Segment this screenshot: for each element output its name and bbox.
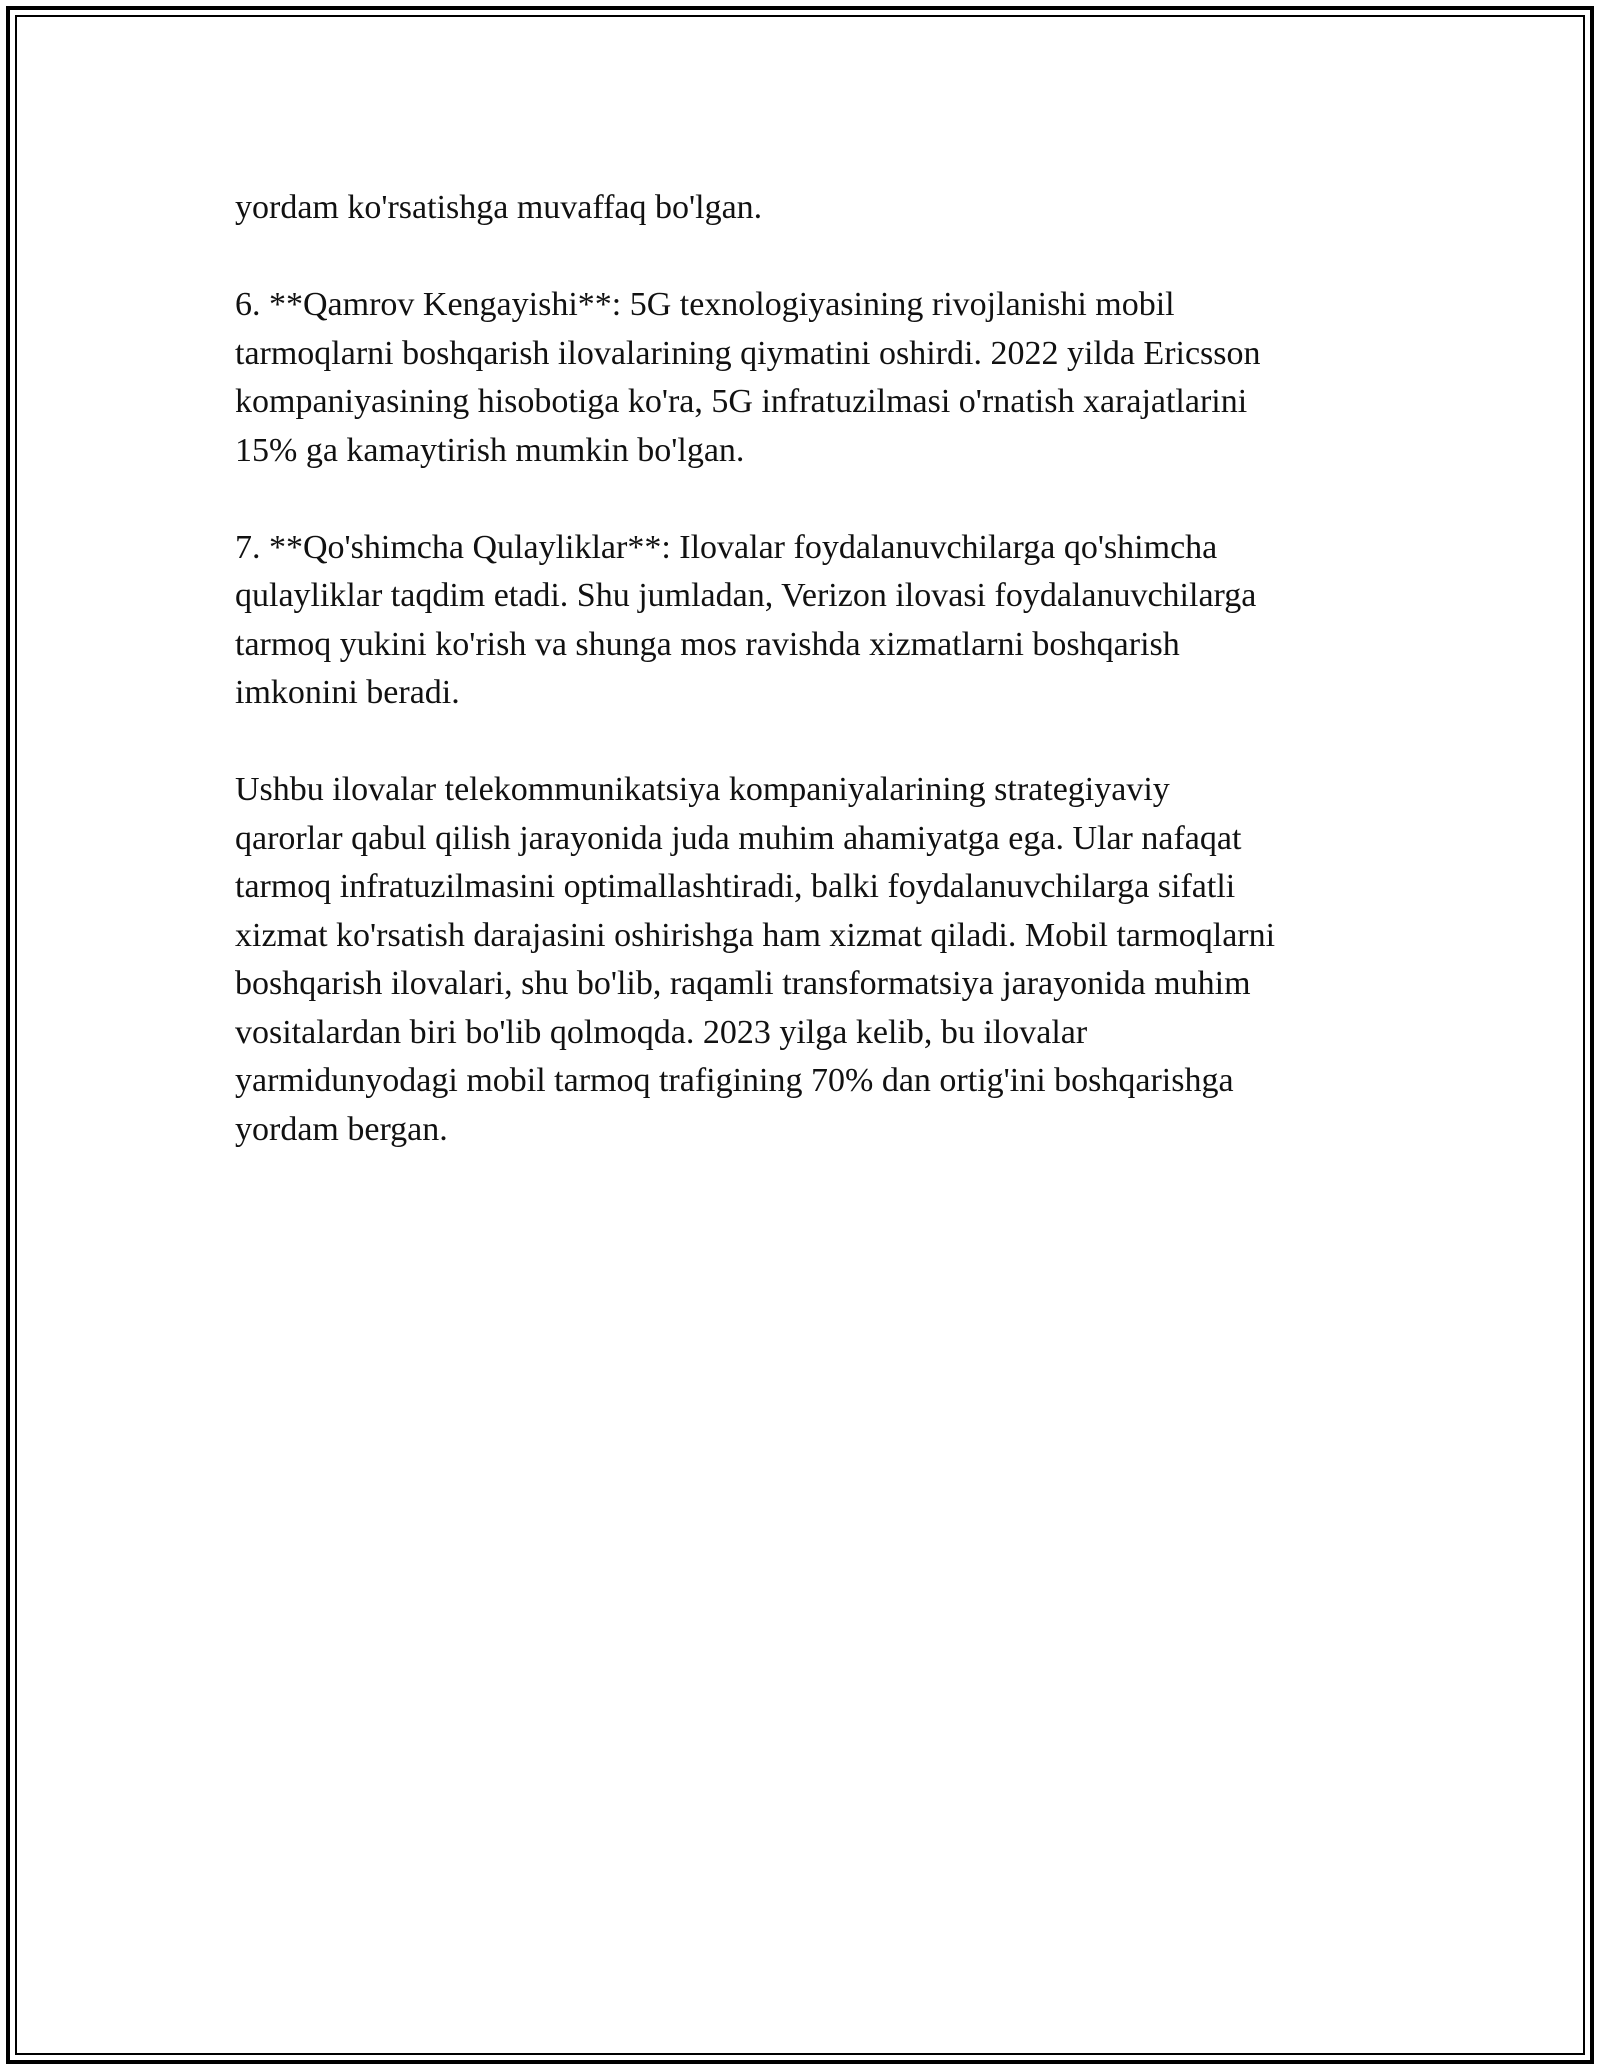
paragraph-item-7 bbox=[235, 524, 1365, 718]
text-line: yordam ko'rsatishga muvaffaq bo'lgan. bbox=[235, 189, 763, 226]
text-line: tarmoq infratuzilmasini optimallashtiradi, balki foydalanuvchilarga sifatli bbox=[235, 868, 1236, 905]
paragraph-item-6 bbox=[235, 281, 1365, 475]
text-line: kompaniyasining hisobotiga ko'ra, 5G infratuzilmasi o'rnatish xarajatlarini bbox=[235, 383, 1248, 420]
text-line: qulayliklar taqdim etadi. Shu jumladan, Verizon ilovasi foydalanuvchilarga bbox=[235, 577, 1257, 614]
text-line: xizmat ko'rsatish darajasini oshirishga ham xizmat qiladi. Mobil tarmoqlarni bbox=[235, 916, 1276, 954]
text-line: imkonini beradi. bbox=[235, 674, 460, 711]
text-line: yordam bergan. bbox=[235, 1110, 448, 1148]
text-line: vositalardan biri bo'lib qolmoqda. 2023 yilga kelib, bu ilovalar bbox=[235, 1013, 1088, 1051]
text-line: boshqarish ilovalari, shu bo'lib, raqamli transformatsiya jarayonida muhim bbox=[235, 965, 1251, 1002]
text-line: 15% ga kamaytirish mumkin bo'lgan. bbox=[235, 431, 745, 469]
text-line: yarmidunyodagi mobil tarmoq trafigining 70% dan ortig'ini boshqarishga bbox=[235, 1062, 1234, 1099]
paragraph-conclusion bbox=[235, 766, 1365, 1154]
paragraph-continuation bbox=[235, 184, 1365, 233]
text-line: 7. **Qo'shimcha Qulayliklar**: Ilovalar foydalanuvchilarga qo'shimcha bbox=[235, 528, 1218, 566]
document-body bbox=[235, 184, 1365, 1203]
text-line: tarmoq yukini ko'rish va shunga mos ravishda xizmatlarni boshqarish bbox=[235, 625, 1180, 663]
text-line: qarorlar qabul qilish jarayonida juda muhim ahamiyatga ega. Ular nafaqat bbox=[235, 819, 1242, 857]
text-line: Ushbu ilovalar telekommunikatsiya kompaniyalarining strategiyaviy bbox=[235, 771, 1170, 808]
text-line: 6. **Qamrov Kengayishi**: 5G texnologiyasining rivojlanishi mobil bbox=[235, 286, 1175, 323]
text-line: tarmoqlarni boshqarish ilovalarining qiymatini oshirdi. 2022 yilda Ericsson bbox=[235, 334, 1261, 372]
